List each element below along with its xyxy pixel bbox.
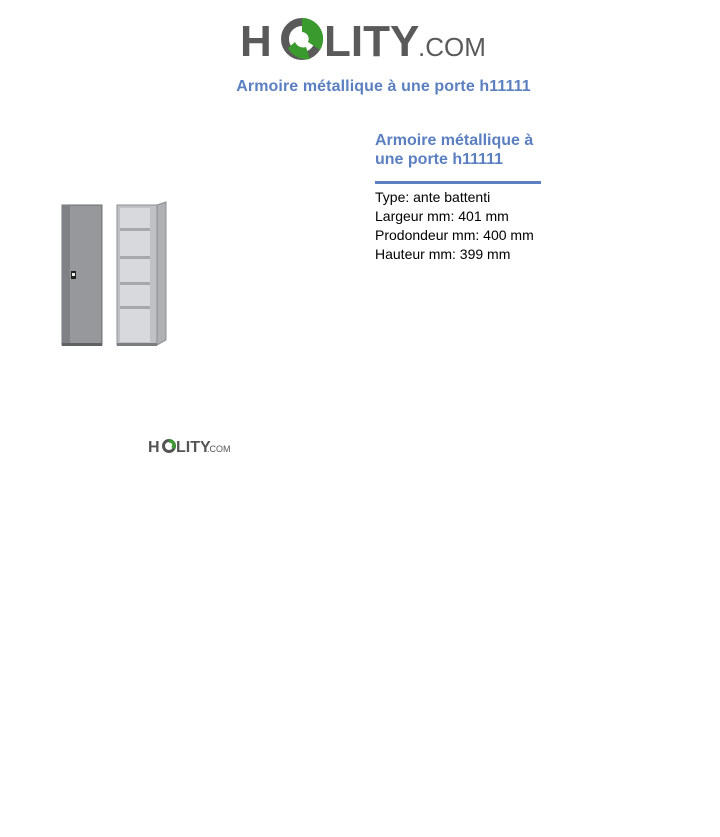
spec-height: Hauteur mm: 399 mm — [375, 246, 511, 262]
product-title — [375, 131, 545, 169]
watermark-o-icon — [164, 439, 176, 452]
product-info — [375, 131, 545, 264]
holity-logo[interactable] — [240, 12, 490, 68]
open-cabinet — [117, 202, 166, 346]
logo-wordmark-lity: LITY — [324, 17, 420, 66]
metal-cabinet-icon — [60, 200, 172, 350]
title-divider — [375, 181, 541, 184]
spec-width: Largeur mm: 401 mm — [375, 208, 509, 224]
product-title-line-1: Armoire métallique à — [375, 132, 534, 149]
closed-cabinet — [62, 205, 102, 346]
spec-list — [375, 188, 545, 264]
logo-o-icon — [285, 18, 323, 59]
watermark-suffix: .COM — [207, 444, 231, 454]
product-title-line-2: une porte h11111 — [375, 151, 504, 168]
spec-type: Type: ante battenti — [375, 189, 491, 205]
logo-letter-h: H — [240, 17, 272, 66]
product-image — [60, 200, 172, 350]
watermark-letter-h: H — [148, 439, 160, 455]
spec-depth: Prodondeur mm: 400 mm — [375, 227, 534, 243]
logo-suffix-com: .COM — [418, 32, 486, 62]
page-title: Armoire métallique à une porte h11111 — [236, 78, 531, 95]
watermark-wordmark: LITY — [176, 439, 211, 455]
watermark-logo — [148, 437, 232, 455]
